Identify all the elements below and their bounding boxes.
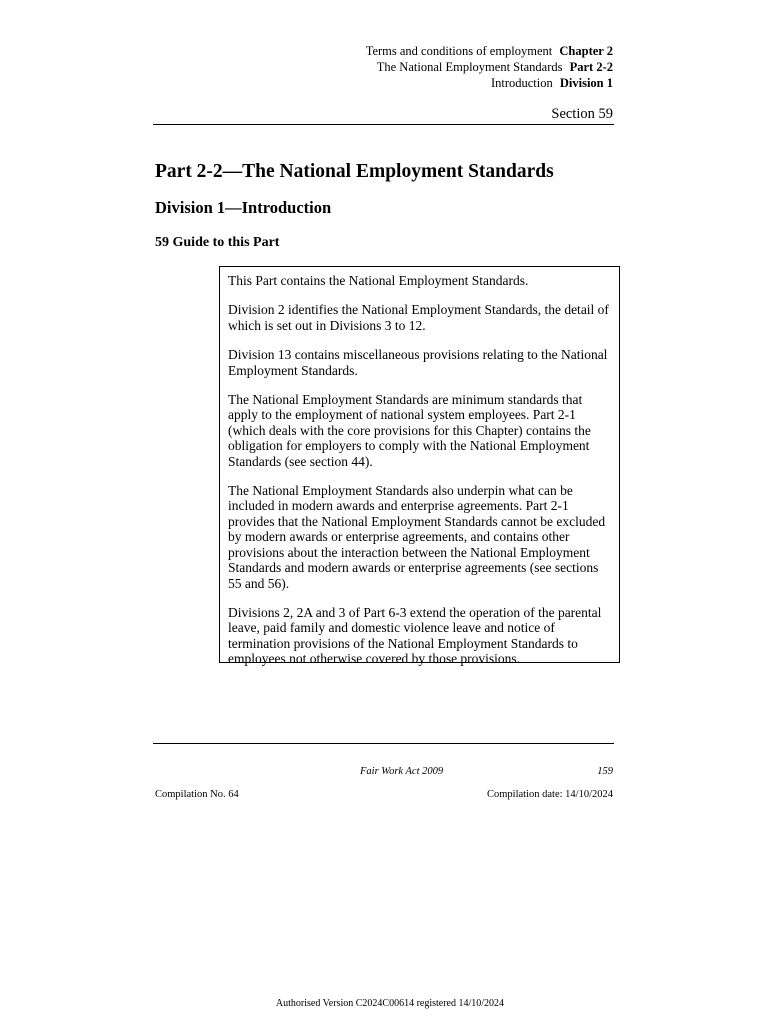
running-head-division-text: Introduction xyxy=(490,76,553,90)
guide-paragraph: The National Employment Standards also underpin what can be included in modern awards and enterprise agreements. Part 2-1 provides that the National Employment Standards cannot be excluded by modern awards or enterprise agreements, and contains other provisions about the interaction between the National Employment Standards and modern awards or enterprise agreements (see sections 55 and 56). xyxy=(228,483,606,591)
section-reference: Section 59 xyxy=(551,106,613,122)
guide-paragraph: Division 2 identifies the National Employment Standards, the detail of which is set out in Divisions 3 to 12. xyxy=(228,302,609,333)
guide-paragraph: Divisions 2, 2A and 3 of Part 6-3 extend the operation of the parental leave, paid family and domestic violence leave and notice of termination provisions of the National Employment Standards to employees not otherwise covered by those provisions. xyxy=(228,604,602,667)
part-title: Part 2-2—The National Employment Standards xyxy=(155,161,554,182)
page-number: 159 xyxy=(597,766,613,777)
division-title: Division 1—Introduction xyxy=(155,198,332,217)
running-head-chapter-text: Terms and conditions of employment xyxy=(365,44,553,58)
header-divider xyxy=(153,124,614,125)
section-title: 59 Guide to this Part xyxy=(155,235,280,250)
running-head-chapter-label: Chapter 2 xyxy=(559,44,613,58)
guide-paragraph: The National Employment Standards are minimum standards that apply to the employment of national system employees. Part 2-1 (which deals with the core provisions for this Chapter) contains the obligation for employers to comply with the National Employment Standards (see section 44). xyxy=(228,392,591,469)
running-head-division-label: Division 1 xyxy=(559,76,613,90)
compilation-number: Compilation No. 64 xyxy=(155,789,239,800)
guide-box xyxy=(219,266,620,667)
authorised-version-notice: Authorised Version C2024C00614 registered 14/10/2024 xyxy=(275,998,505,1009)
running-head-division xyxy=(366,75,613,91)
compilation-date: Compilation date: 14/10/2024 xyxy=(487,789,613,800)
guide-paragraph: This Part contains the National Employment Standards. xyxy=(228,273,529,288)
running-head-chapter xyxy=(366,43,613,59)
running-head-part-label: Part 2-2 xyxy=(569,60,613,74)
footer-act-name: Fair Work Act 2009 xyxy=(360,766,444,777)
guide-paragraph: Division 13 contains miscellaneous provisions relating to the National Employment Standards. xyxy=(228,347,608,378)
running-head-part xyxy=(366,59,613,75)
running-head xyxy=(366,43,613,91)
running-head-part-text: The National Employment Standards xyxy=(376,60,563,74)
footer-divider xyxy=(153,743,614,744)
